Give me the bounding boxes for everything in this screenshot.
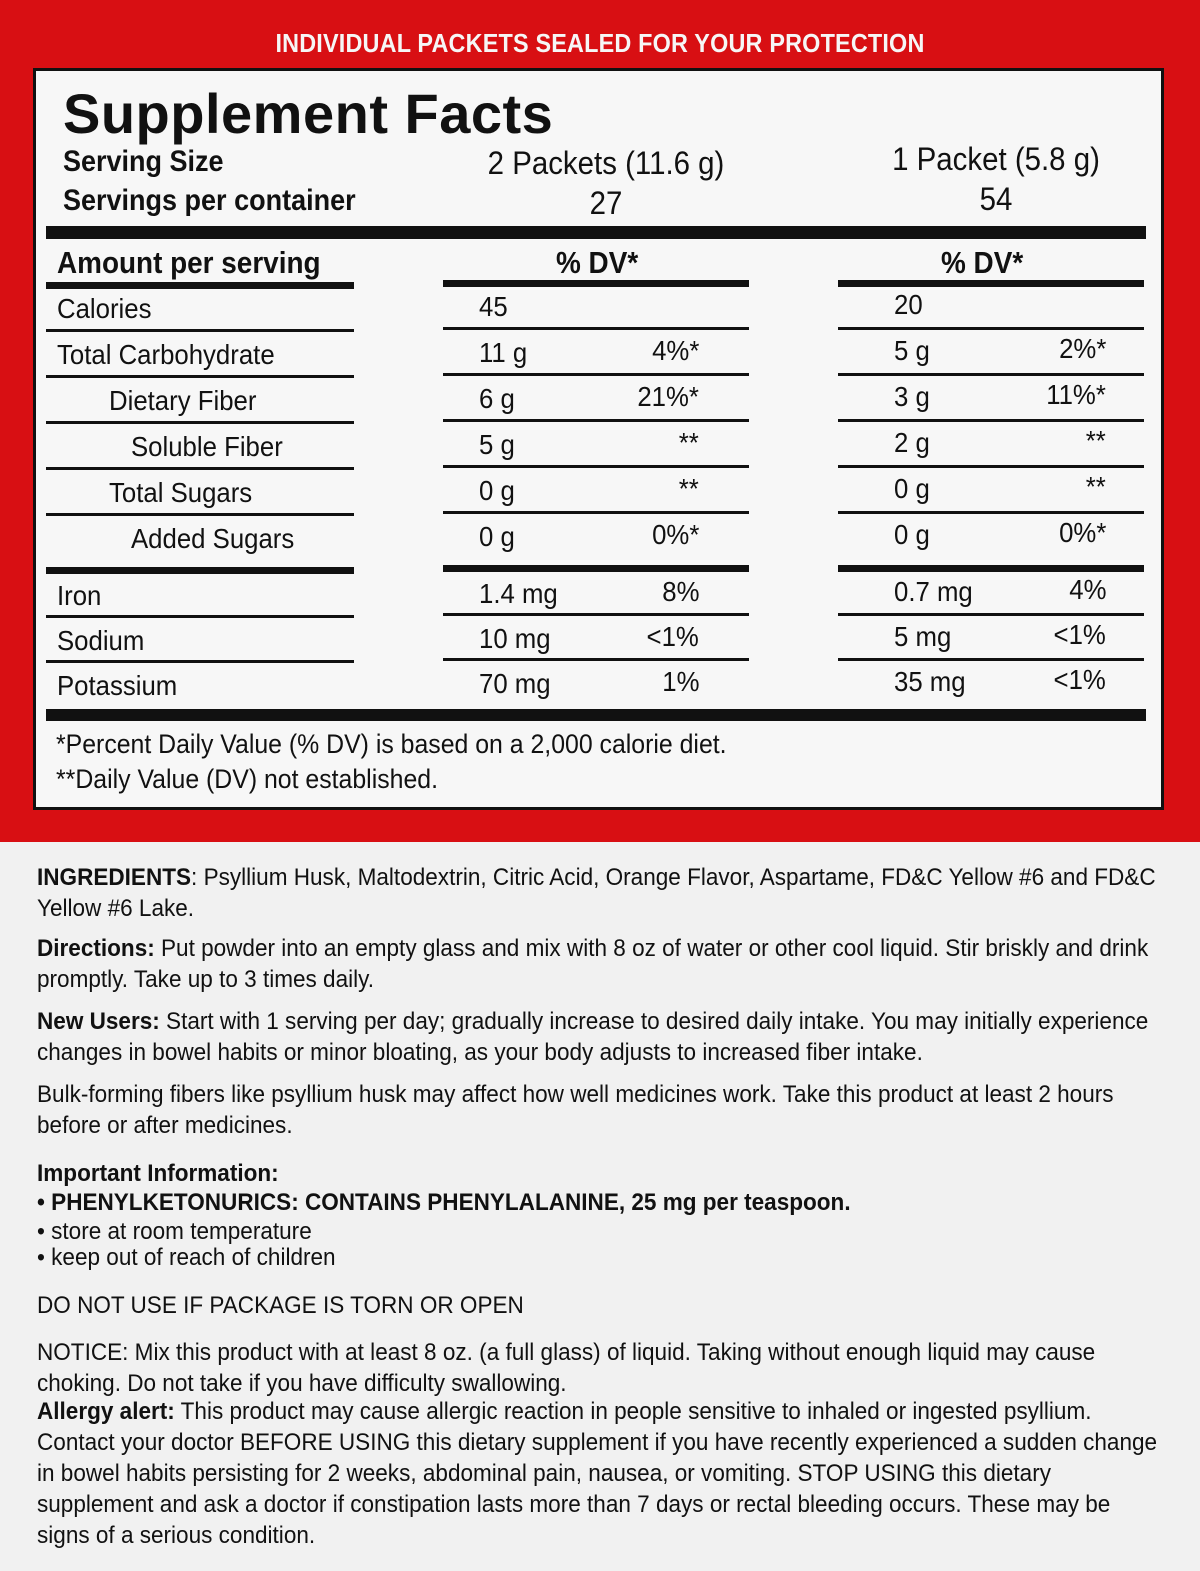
col2-dv-total-carbohydrate: 2%*	[1058, 333, 1106, 364]
row-divider-6-col0	[46, 660, 354, 663]
directions-paragraph	[37, 933, 1164, 995]
bulk-fiber-paragraph: Bulk-forming fibers like psyllium husk may affect how well medicines work. Take this product at least 2 hours before or after medicines.	[37, 1081, 1114, 1139]
col2-amount-total-sugars: 0 g	[894, 473, 930, 504]
thick-divider-1-col1	[443, 565, 749, 572]
col2-dv-sodium: <1%	[1053, 619, 1106, 650]
col1-amount-dietary-fiber: 6 g	[479, 383, 515, 414]
thick-divider-bottom	[46, 709, 1146, 721]
directions-text: Put powder into an empty glass and mix with 8 oz of water or other cool liquid. Stir briskly and drink promptly. Take up to 3 times daily.	[37, 935, 1149, 993]
col2-dv-dietary-fiber: 11%*	[1046, 379, 1106, 410]
do-not-use-warning: DO NOT USE IF PACKAGE IS TORN OR OPEN	[37, 1292, 524, 1319]
col1-dv-total-carbohydrate: 4%*	[651, 335, 699, 366]
col1-dv-soluble-fiber: **	[678, 427, 699, 458]
row-divider-3-col2	[838, 465, 1144, 468]
storage-instruction: • store at room temperature	[37, 1218, 312, 1245]
col2-amount-soluble-fiber: 2 g	[894, 427, 930, 458]
col2-amount-sodium: 5 mg	[894, 621, 952, 652]
col2-dv-total-sugars: **	[1085, 471, 1106, 502]
col1-dv-total-sugars: **	[678, 473, 699, 504]
col2-serving-size: 1 Packet (5.8 g)	[892, 141, 1100, 177]
important-information-label: Important Information:	[37, 1160, 279, 1187]
thick-divider-top	[46, 226, 1146, 239]
children-warning: • keep out of reach of children	[37, 1244, 336, 1271]
col2-amount-total-carbohydrate: 5 g	[894, 335, 930, 366]
allergy-paragraph	[37, 1396, 1164, 1551]
col1-dv-potassium: 1%	[661, 666, 699, 697]
nutrient-name-dietary-fiber: Dietary Fiber	[109, 385, 257, 416]
row-divider-5-col1	[443, 613, 749, 616]
notice-paragraph: NOTICE: Mix this product with at least 8 oz. (a full glass) of liquid. Taking without enough liquid may cause choking. Do not take if you have difficulty swallowing.	[37, 1339, 1096, 1397]
thick-divider-1-col2	[838, 565, 1144, 572]
row-divider-0-col1	[443, 327, 749, 330]
row-divider-3-col0	[46, 467, 354, 470]
new-users-text: Start with 1 serving per day; gradually increase to desired daily intake. You may initially experience changes in bowel habits or minor bloating, as your body adjusts to increased fiber intake.	[37, 1008, 1149, 1066]
nutrient-name-iron: Iron	[57, 580, 102, 611]
footnote-dv-not-established: **Daily Value (DV) not established.	[56, 764, 439, 794]
row-divider-1-col1	[443, 373, 749, 376]
row-divider-4-col1	[443, 511, 749, 514]
row-divider-4-col2	[838, 511, 1144, 514]
row-divider-0-col0	[46, 329, 354, 332]
row-divider-6-col2	[838, 658, 1144, 661]
ingredients-paragraph	[37, 862, 1164, 924]
col2-amount-iron: 0.7 mg	[894, 576, 973, 607]
col1-amount-total-carbohydrate: 11 g	[479, 337, 528, 368]
col1-amount-total-sugars: 0 g	[479, 475, 515, 506]
row-divider-4-col0	[46, 513, 354, 516]
col2-amount-calories: 20	[894, 289, 923, 320]
thick-divider-0-col2	[838, 280, 1144, 287]
col2-dv-iron: 4%	[1068, 574, 1106, 605]
new-users-paragraph	[37, 1006, 1164, 1068]
row-divider-0-col2	[838, 327, 1144, 330]
col1-dv-sodium: <1%	[646, 621, 699, 652]
allergy-text: This product may cause allergic reaction in people sensitive to inhaled or ingested psyllium. Contact your doctor BEFORE USING this dietary supplement if you have recently experienced a sudden change in bowel habits persisting for 2 weeks, abdominal pain, nausea, or vomiting. STOP USING this dietary supplement and ask a doctor if constipation lasts more than 7 days or rectal bleeding occurs. These may be signs of a serious condition.	[37, 1398, 1158, 1549]
packet-banner: INDIVIDUAL PACKETS SEALED FOR YOUR PROTECTION	[275, 28, 925, 58]
col2-amount-potassium: 35 mg	[894, 666, 966, 697]
col2-servings: 54	[979, 181, 1013, 217]
col1-amount-soluble-fiber: 5 g	[479, 429, 515, 460]
col2-amount-dietary-fiber: 3 g	[894, 381, 930, 412]
new-users-label: New Users:	[37, 1008, 160, 1035]
col1-dv-iron: 8%	[661, 576, 699, 607]
row-divider-5-col2	[838, 613, 1144, 616]
row-divider-5-col0	[46, 615, 354, 618]
thick-divider-1-col0	[46, 567, 354, 574]
row-divider-6-col1	[443, 658, 749, 661]
nutrient-name-potassium: Potassium	[57, 670, 178, 701]
thick-divider-0-col0	[46, 282, 354, 289]
row-divider-2-col1	[443, 419, 749, 422]
col1-amount-added-sugars: 0 g	[479, 521, 515, 552]
ingredients-label: INGREDIENTS	[37, 864, 192, 891]
col1-amount-iron: 1.4 mg	[479, 578, 558, 609]
row-divider-1-col2	[838, 373, 1144, 376]
row-divider-2-col2	[838, 419, 1144, 422]
col1-servings: 27	[589, 185, 623, 221]
nutrient-name-added-sugars: Added Sugars	[131, 523, 295, 554]
nutrient-name-sodium: Sodium	[57, 625, 145, 656]
col2-dv-soluble-fiber: **	[1085, 425, 1106, 456]
row-divider-2-col0	[46, 421, 354, 424]
serving-size-label: Serving Size	[63, 145, 224, 178]
dv-header-col1: % DV*	[556, 245, 639, 280]
col2-dv-potassium: <1%	[1053, 664, 1106, 695]
footnote-percent-dv: *Percent Daily Value (% DV) is based on a 2,000 calorie diet.	[56, 729, 727, 759]
ingredients-text: : Psyllium Husk, Maltodextrin, Citric Acid, Orange Flavor, Aspartame, FD&C Yellow #6 and FD&C Yellow #6 Lake.	[37, 864, 1156, 922]
row-divider-3-col1	[443, 465, 749, 468]
col1-serving-size: 2 Packets (11.6 g)	[487, 145, 725, 181]
row-divider-1-col0	[46, 375, 354, 378]
nutrient-name-total-carbohydrate: Total Carbohydrate	[57, 339, 275, 370]
col1-dv-dietary-fiber: 21%*	[637, 381, 699, 412]
directions-label: Directions:	[37, 935, 155, 962]
col1-amount-potassium: 70 mg	[479, 668, 551, 699]
dv-header-col2: % DV*	[941, 245, 1024, 280]
nutrient-name-calories: Calories	[57, 293, 152, 324]
thick-divider-0-col1	[443, 280, 749, 287]
nutrient-name-soluble-fiber: Soluble Fiber	[131, 431, 283, 462]
allergy-label: Allergy alert:	[37, 1398, 175, 1425]
servings-per-container-label: Servings per container	[63, 184, 356, 217]
col2-dv-added-sugars: 0%*	[1058, 517, 1106, 548]
col1-amount-calories: 45	[479, 291, 508, 322]
col2-amount-added-sugars: 0 g	[894, 519, 930, 550]
nutrient-name-total-sugars: Total Sugars	[109, 477, 253, 508]
supplement-facts-panel	[33, 68, 1164, 810]
amount-per-serving-header: Amount per serving	[57, 245, 321, 280]
col1-dv-added-sugars: 0%*	[651, 519, 699, 550]
phenylketonurics-warning: • PHENYLKETONURICS: CONTAINS PHENYLALANINE, 25 mg per teaspoon.	[37, 1189, 851, 1216]
col1-amount-sodium: 10 mg	[479, 623, 551, 654]
facts-title: Supplement Facts	[63, 82, 554, 145]
